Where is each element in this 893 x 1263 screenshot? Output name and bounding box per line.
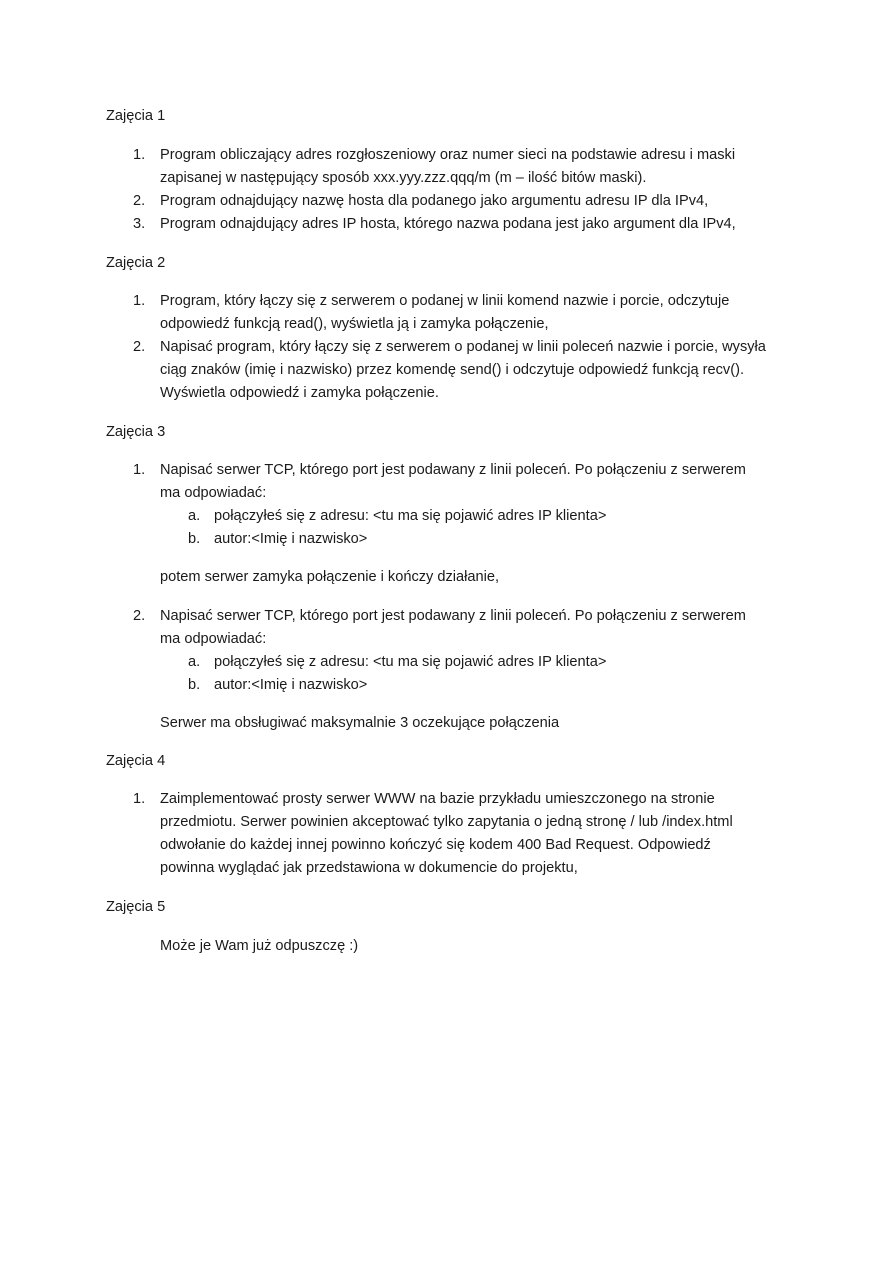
list-item-line: ma odpowiadać: [160, 485, 267, 501]
item-note: potem serwer zamyka połączenie i kończy działanie, [160, 569, 500, 585]
list-item [160, 336, 800, 405]
list-item-line: Napisać serwer TCP, którego port jest podawany z linii poleceń. Po połączeniu z serwerem [160, 608, 746, 624]
list-item-line: ma odpowiadać: [160, 631, 267, 647]
section-title-2: Zajęcia 2 [106, 255, 166, 271]
list-item [160, 190, 800, 213]
list-item-line: Program obliczający adres rozgłoszeniowy oraz numer sieci na podstawie adresu i maski [160, 147, 736, 163]
list-item [160, 290, 800, 336]
section-title-4: Zajęcia 4 [106, 753, 166, 769]
list-number: 2. [133, 193, 146, 209]
sub-item-text: połączyłeś się z adresu: <tu ma się pojawić adres IP klienta> [214, 508, 607, 524]
sub-item-letter: b. [188, 531, 201, 547]
list-item [160, 144, 800, 190]
list-item-line: ciąg znaków (imię i nazwisko) przez komendę send() i odczytuje odpowiedź funkcją recv(). [160, 362, 744, 378]
list-item-line: odwołanie do każdej innej powinno kończyć się kodem 400 Bad Request. Odpowiedź [160, 837, 711, 853]
sub-item-letter: a. [188, 508, 201, 524]
list-item-line: Wyświetla odpowiedź i zamyka połączenie. [160, 385, 439, 401]
list-number: 1. [133, 791, 146, 807]
list-item-line: Zaimplementować prosty serwer WWW na bazie przykładu umieszczonego na stronie [160, 791, 715, 807]
list-number: 1. [133, 462, 146, 478]
list-item-line: Program odnajdujący nazwę hosta dla podanego jako argumentu adresu IP dla IPv4, [160, 193, 709, 209]
list-item-line: przedmiotu. Serwer powinien akceptować tylko zapytania o jedną stronę / lub /index.html [160, 814, 733, 830]
list-item [160, 459, 800, 505]
list-number: 2. [133, 339, 146, 355]
sub-item-text: połączyłeś się z adresu: <tu ma się pojawić adres IP klienta> [214, 654, 607, 670]
list-item [160, 605, 800, 651]
list-number: 1. [133, 147, 146, 163]
list-number: 1. [133, 293, 146, 309]
section-title-3: Zajęcia 3 [106, 424, 166, 440]
sub-item-text: autor:<Imię i nazwisko> [214, 677, 368, 693]
sub-item-letter: a. [188, 654, 201, 670]
sub-item-text: autor:<Imię i nazwisko> [214, 531, 368, 547]
section-note: Może je Wam już odpuszczę :) [160, 938, 359, 954]
list-item [160, 213, 800, 236]
section-title-5: Zajęcia 5 [106, 899, 166, 915]
list-item [160, 788, 800, 880]
list-item-line: zapisanej w następujący sposób xxx.yyy.zzz.qqq/m (m – ilość bitów maski). [160, 170, 647, 186]
list-item-line: Program odnajdujący adres IP hosta, którego nazwa podana jest jako argument dla IPv4, [160, 216, 736, 232]
item-note: Serwer ma obsługiwać maksymalnie 3 oczekujące połączenia [160, 715, 560, 731]
list-number: 2. [133, 608, 146, 624]
list-item-line: Napisać program, który łączy się z serwerem o podanej w linii poleceń nazwie i porcie, wysyła [160, 339, 766, 355]
list-item-line: odpowiedź funkcją read(), wyświetla ją i zamyka połączenie, [160, 316, 549, 332]
section-title-1: Zajęcia 1 [106, 108, 166, 124]
list-number: 3. [133, 216, 146, 232]
sub-item-letter: b. [188, 677, 201, 693]
list-item-line: Napisać serwer TCP, którego port jest podawany z linii poleceń. Po połączeniu z serwerem [160, 462, 746, 478]
list-item-line: powinna wyglądać jak przedstawiona w dokumencie do projektu, [160, 860, 578, 876]
list-item-line: Program, który łączy się z serwerem o podanej w linii komend nazwie i porcie, odczytuje [160, 293, 730, 309]
